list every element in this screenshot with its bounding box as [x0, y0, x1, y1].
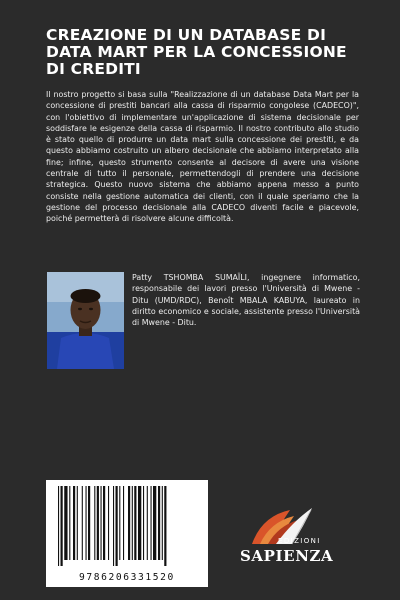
barcode-bar [73, 486, 75, 560]
barcode-bar [158, 486, 160, 560]
barcode-bar [86, 486, 87, 560]
barcode-bar [61, 486, 63, 566]
barcode-bar [64, 486, 67, 560]
publisher-logo [232, 504, 334, 574]
publisher-name: SAPIENZA [240, 547, 334, 565]
barcode-bar [123, 486, 124, 560]
barcode-bar [77, 486, 78, 560]
barcode-bar [116, 486, 118, 566]
barcode-bar [88, 486, 90, 560]
barcode-bar [153, 486, 156, 560]
author-bio: Patty TSHOMBA SUMAÏLI, ingegnere informatico, responsabile dei lavori presso l'Università di Mwene - Ditu (UMD/RDC), Benoît MBALA KABUYA, laureato in diritto economico e sociale, assistente presso l'Università di Mwene - Ditu. [132, 273, 360, 328]
barcode-bar [164, 486, 166, 566]
barcode-bar [132, 486, 133, 560]
publisher-subtitle: EDIZIONI [278, 537, 321, 545]
isbn-barcode [46, 480, 208, 587]
barcode-bar [103, 486, 105, 560]
barcode-bar [138, 486, 141, 560]
barcode-bar [82, 486, 83, 560]
barcode-bar [134, 486, 136, 560]
book-title: CREAZIONE DI UN DATABASE DI DATA MART PER LA CONCESSIONE DI CREDITI [46, 26, 347, 78]
barcode-bar [147, 486, 148, 560]
barcode-bars [52, 486, 202, 566]
isbn-digits: 9786206331520 [79, 572, 175, 583]
barcode-bar [119, 486, 120, 560]
book-abstract: Il nostro progetto si basa sulla "Realizzazione di un database Data Mart per la concessione di prestiti bancari alla cassa di risparmio congolese (CADECO)", con l'obiettivo di implementare un'applicazione di sistema decisionale per soddisfare le esigenze della cassa di risparmio. Il nostro contributo allo studio è stato quello di produrre un data mart sulla concessione dei prestiti, e da questo abbiamo costruito un albero decisionale che abbiamo interpretato alla fine; infine, questo strumento consente al decisore di avere una visione centrale di tutto il personale, permettendogli di prendere una decisione strategica. Questo nuovo sistema che abbiamo appena messo a punto consiste nella gestione automatica dei clienti, con il quale speriamo che la gestione del processo decisionale alla CADECO diventi facile e piacevole, poiché permetterà di risolvere alcune difficoltà. [46, 90, 359, 224]
barcode-bar [151, 486, 152, 560]
barcode-bar [69, 486, 70, 560]
barcode-bar [162, 486, 163, 560]
barcode-bar [108, 486, 109, 560]
barcode-bar [143, 486, 144, 560]
barcode-bar [128, 486, 130, 560]
barcode-bar [101, 486, 102, 560]
author-photo [47, 272, 124, 369]
barcode-bar [97, 486, 99, 560]
barcode-bar [94, 486, 95, 560]
barcode-bar [58, 486, 59, 566]
barcode-bar [113, 486, 114, 566]
